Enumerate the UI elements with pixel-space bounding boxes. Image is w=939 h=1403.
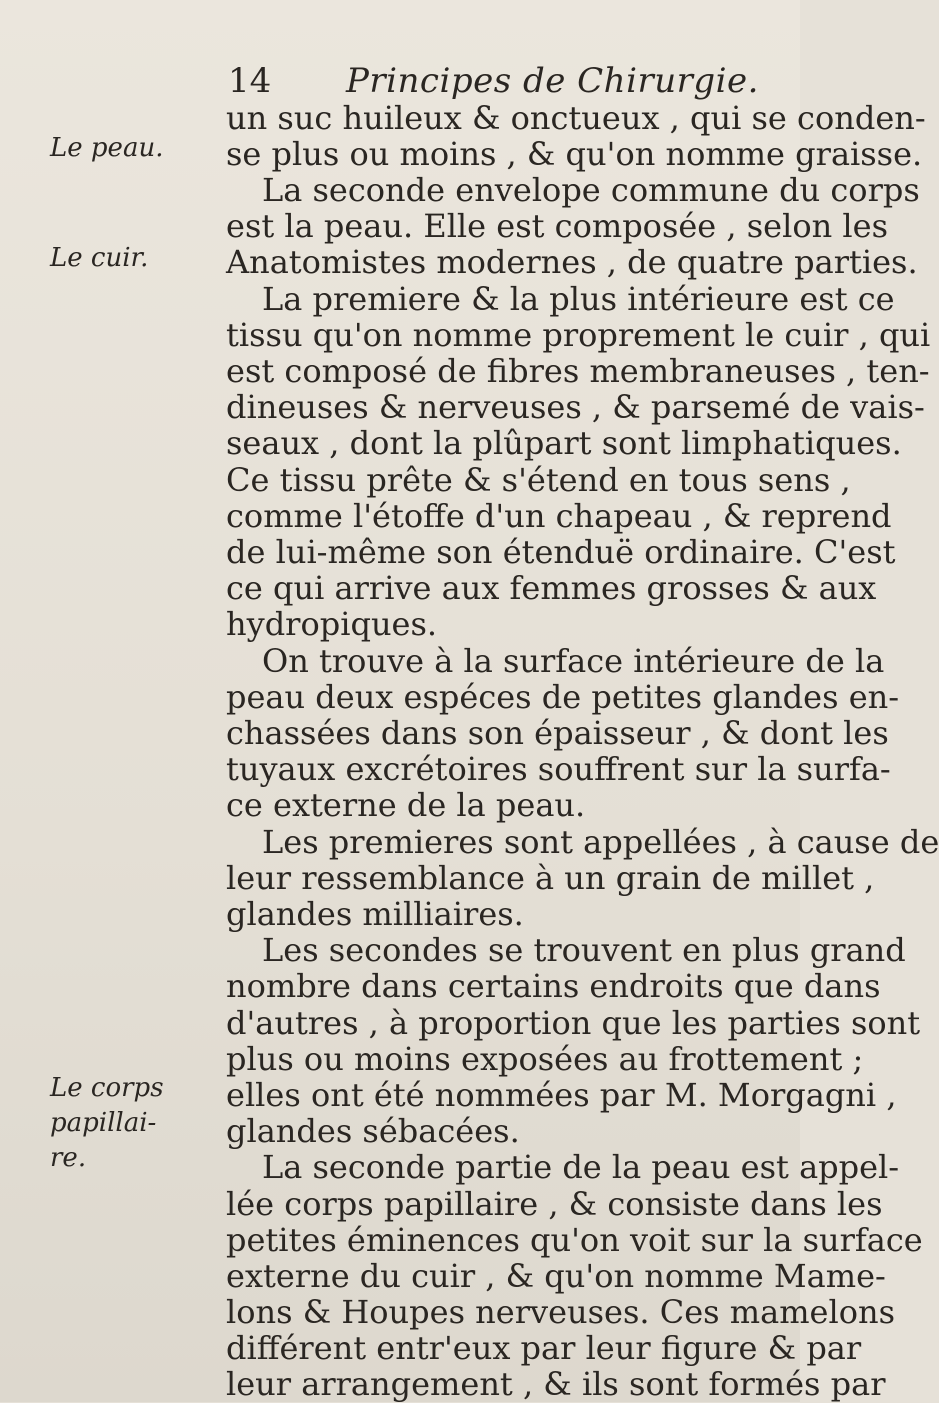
text-line: leur ressemblance à un grain de millet , bbox=[226, 859, 875, 897]
margin-note-le-peau: Le peau. bbox=[50, 133, 164, 163]
text-line: dineuses & nerveuses , & parsemé de vais- bbox=[226, 388, 925, 426]
text-line: Les secondes se trouvent en plus grand bbox=[262, 931, 906, 969]
text-line: petites éminences qu'on voit sur la surface bbox=[226, 1221, 923, 1259]
text-line: d'autres , à proportion que les parties sont bbox=[226, 1004, 921, 1042]
text-line: un suc huileux & onctueux , qui se conden- bbox=[226, 99, 926, 137]
text-line: différent entr'eux par leur figure & par bbox=[226, 1329, 862, 1367]
margin-note-corps-papillaire-3: re. bbox=[50, 1143, 87, 1173]
text-line: glandes sébacées. bbox=[226, 1112, 520, 1150]
page-number: 14 bbox=[228, 61, 272, 101]
margin-note-le-cuir: Le cuir. bbox=[50, 243, 149, 273]
text-line: est composé de fibres membraneuses , ten- bbox=[226, 352, 930, 390]
text-line: est la peau. Elle est composée , selon les bbox=[226, 207, 888, 245]
text-line: glandes milliaires. bbox=[226, 895, 524, 933]
text-line: tuyaux excrétoires souffrent sur la surfa- bbox=[226, 750, 891, 788]
text-line: plus ou moins exposées au frottement ; bbox=[226, 1040, 864, 1078]
text-line: tissu qu'on nomme proprement le cuir , qui bbox=[226, 316, 931, 354]
text-line: La seconde partie de la peau est appel- bbox=[262, 1148, 900, 1186]
margin-note-corps-papillaire-1: Le corps bbox=[50, 1073, 164, 1103]
running-title: Principes de Chirurgie. bbox=[346, 61, 759, 101]
text-line: chassées dans son épaisseur , & dont les bbox=[226, 714, 889, 752]
text-line: de lui-même son étenduë ordinaire. C'est bbox=[226, 533, 896, 571]
text-line: Anatomistes modernes , de quatre parties. bbox=[226, 243, 918, 281]
text-line: Les premieres sont appellées , à cause de bbox=[262, 823, 939, 861]
page-header bbox=[228, 60, 788, 102]
text-line: Ce tissu prête & s'étend en tous sens , bbox=[226, 461, 851, 499]
text-line: comme l'étoffe d'un chapeau , & reprend bbox=[226, 497, 892, 535]
text-line: se plus ou moins , & qu'on nomme graisse. bbox=[226, 135, 923, 173]
text-line: La premiere & la plus intérieure est ce bbox=[262, 280, 895, 318]
text-line: seaux , dont la plûpart sont limphatiques. bbox=[226, 424, 902, 462]
text-line: lée corps papillaire , & consiste dans les bbox=[226, 1185, 883, 1223]
text-line: On trouve à la surface intérieure de la bbox=[262, 642, 885, 680]
text-line: leur arrangement , & ils sont formés par bbox=[226, 1365, 886, 1403]
text-line: La seconde envelope commune du corps bbox=[262, 171, 920, 209]
text-line: ce qui arrive aux femmes grosses & aux bbox=[226, 569, 877, 607]
text-line: nombre dans certains endroits que dans bbox=[226, 967, 881, 1005]
text-line: lons & Houpes nerveuses. Ces mamelons bbox=[226, 1293, 895, 1331]
text-line: peau deux espéces de petites glandes en- bbox=[226, 678, 900, 716]
margin-note-corps-papillaire-2: papillai- bbox=[50, 1108, 157, 1138]
text-line: ce externe de la peau. bbox=[226, 786, 586, 824]
text-line: elles ont été nommées par M. Morgagni , bbox=[226, 1076, 897, 1114]
text-line: hydropiques. bbox=[226, 605, 438, 643]
text-line: externe du cuir , & qu'on nomme Mame- bbox=[226, 1257, 886, 1295]
